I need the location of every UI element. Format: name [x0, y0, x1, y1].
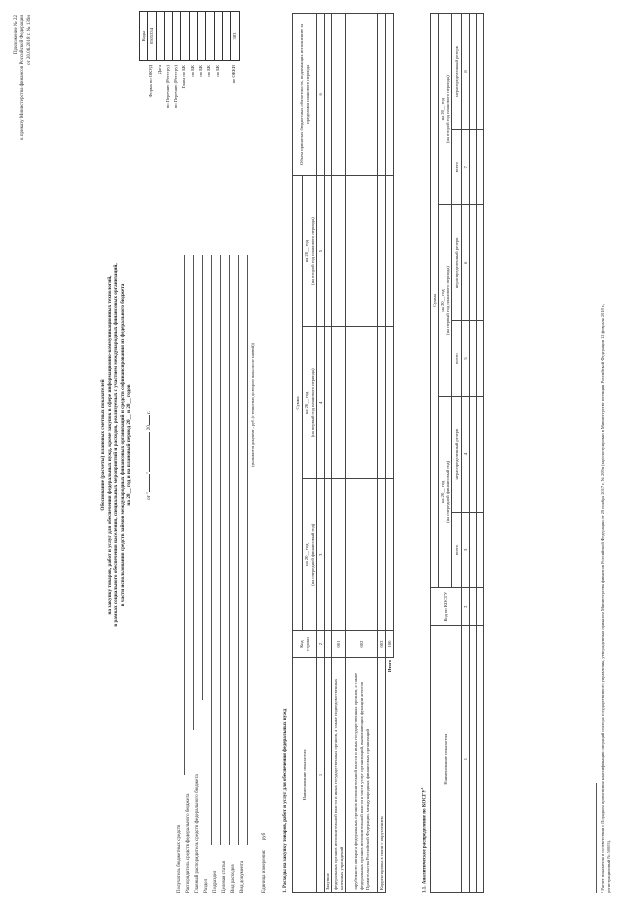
- s11-header-reserve-2: нераспределенный резерв: [452, 205, 462, 321]
- s11-colnum-2: 2: [462, 588, 470, 626]
- s1-cell: [324, 14, 332, 176]
- title-line-3: в рамках социального обеспечения населения, специальных мероприятий и расходов, реализуемых с участием международных финансовых организаций,: [113, 263, 119, 627]
- s1-total-code: 100: [386, 631, 394, 658]
- date-suffix: г.: [146, 411, 152, 414]
- field-label-target-article: Целевая статья: [222, 861, 227, 893]
- s11-header-year-3-label: на 20__ год: [439, 98, 445, 121]
- s1-cell: [386, 327, 394, 479]
- footnote-line-2: регистрационный № 50003).: [605, 839, 611, 893]
- s11-header-year-2-label: на 20__ год: [439, 289, 445, 312]
- codes-table: [139, 11, 240, 61]
- field-label-recipient: Получатель бюджетных средств: [177, 824, 182, 893]
- codes-label-bk-2: по БК: [198, 65, 204, 77]
- s11-cell: [477, 14, 484, 130]
- s1-cell: [386, 175, 394, 327]
- s11-header-year-1: [439, 396, 452, 587]
- field-label-section: Раздел: [204, 878, 209, 893]
- footnote-line-1: ¹ Расчет показателя в соответствии с Порядком применения классификации операций сектора государственного управления, утвержденным приказом Министерства финансов Российской Федерации от 29 ноября 2017 г. № 209н (зарегистрирован в Министерстве юстиции Российской Федерации 12 февраля 2018 г.,: [600, 303, 605, 893]
- s11-header-code: Код по КОСГУ: [431, 588, 462, 626]
- s1-header-year-2-label: на 20__ год: [303, 391, 309, 415]
- s1-header-year-3-label: на 20__ год: [303, 239, 309, 263]
- s1-header-year-1: [303, 479, 317, 631]
- section-1-table: [292, 13, 394, 893]
- code-okei: 383: [231, 12, 239, 61]
- s1-row-code: 001: [332, 631, 346, 658]
- s1-header-year-1-label: на 20__ год: [303, 543, 309, 566]
- appendix-line-1: Приложение № 22: [14, 15, 19, 55]
- s11-cell: [477, 321, 484, 396]
- s11-header-year-3: [439, 14, 452, 205]
- section-1-1-title: [420, 593, 429, 893]
- section-1-1-footnote-mark: 1: [420, 787, 424, 790]
- code-date: [156, 12, 164, 61]
- s1-colnum-2: 2: [317, 631, 325, 658]
- s1-colnum-1: 1: [317, 657, 325, 892]
- form-date: [146, 370, 153, 500]
- s1-cell: [346, 327, 378, 479]
- s11-colnum-3: 3: [462, 512, 470, 587]
- date-year: 20: [146, 425, 152, 431]
- s1-header-year-3-sub: (на второй год планового периода): [309, 217, 315, 285]
- s11-cell: [477, 205, 484, 321]
- s11-colnum-6: 6: [462, 205, 470, 321]
- s11-cell: [470, 512, 477, 587]
- s11-header-total-3: всего: [452, 130, 462, 205]
- appendix-note: [14, 15, 33, 205]
- title-line-4: в части использования средств займов международных финансовых организаций и средств софинансирования из федерального бюджета: [119, 283, 126, 607]
- measure-label: Единица измерения:: [262, 849, 267, 893]
- codes-label-bk-3: по БК: [206, 65, 212, 77]
- s11-header-name: Наименование показателя: [431, 626, 462, 893]
- s1-row-name: федеральных органов исполнительной власти и иных государственных органов, а также подведомственных казенных учреждений: [332, 657, 346, 892]
- codes-label-okud: Форма по ОКУД: [148, 65, 154, 98]
- s1-cell: [346, 479, 378, 631]
- title-line-2: на закупку товаров, работ и услуг для обеспечения федеральных нужд, кроме закупок в сфере информационно-коммуникационных технологий,: [106, 275, 113, 615]
- s1-cell: [332, 327, 346, 479]
- s1-cell: [386, 479, 394, 631]
- s11-header-year-2: [439, 205, 452, 396]
- code-registry-2: [173, 12, 181, 61]
- field-label-chief-distributor: Главный распорядитель средств федерального бюджета: [195, 774, 200, 893]
- title-line-1: Обоснование (расчеты) плановых сметных показателей: [100, 379, 106, 511]
- s1-header-name: Наименование показателя: [293, 657, 317, 892]
- codes-label-registry-2: по Перечню (Реестру): [173, 65, 179, 109]
- s1-row-name: зарубежного аппарата федеральных органов исполнительной власти и иных государственных органов, а также федеральных органов исполнительной власти в части услуг организаций, выполняющих функции агентов Правительства Российской Федерации, международных финансовых организаций: [346, 657, 378, 892]
- s11-cell: [470, 626, 477, 893]
- measure-value: руб: [262, 832, 267, 841]
- s11-cell: [470, 130, 477, 205]
- s11-cell: [470, 588, 477, 626]
- s11-header-year-3-sub: (на второй год планового периода): [445, 75, 451, 143]
- codes-label-date: Дата: [156, 65, 162, 75]
- appendix-line-3: от 20.06.2018 г. № 139н: [26, 15, 32, 65]
- s11-cell: [477, 130, 484, 205]
- s11-header-year-1-label: на 20__ год: [439, 480, 445, 503]
- units-note: (указывается документ – руб. (с точностью до второго знака после запятой)): [251, 343, 255, 467]
- appendix-line-2: к приказу Министерства финансов Российской Федерации: [20, 15, 26, 140]
- code-registry-1: [164, 12, 172, 61]
- codes-labels: [147, 65, 238, 187]
- s1-row-name: Корректировка в связи с округлением: [378, 657, 386, 892]
- s11-colnum-1: 1: [462, 626, 470, 893]
- s1-colnum-5: 5: [317, 175, 325, 327]
- s1-header-sum: Сумма: [293, 175, 303, 630]
- s1-header-obligations: Объем принятых бюджетных обязательств, подлежащих исполнению за пределами планового периода: [293, 14, 317, 176]
- code-blank: [222, 12, 230, 61]
- date-mid: ": [146, 471, 152, 474]
- s1-cell: [378, 479, 386, 631]
- s1-header-year-2-sub: (на первый год планового периода): [309, 368, 315, 438]
- s1-header-year-2: [303, 327, 317, 479]
- codes-label-chapter-bk: Глава по БК: [181, 65, 187, 89]
- s11-header-total-1: всего: [452, 512, 462, 587]
- section-1-1-table: [430, 13, 484, 893]
- s1-cell: [324, 327, 332, 479]
- s1-cell: [324, 175, 332, 327]
- s11-cell: [470, 321, 477, 396]
- code-okud: 0505334: [148, 12, 156, 61]
- s11-header-sum: Сумма: [431, 14, 439, 588]
- s1-row-name: Закупки:: [324, 657, 332, 892]
- s1-colnum-4: 4: [317, 327, 325, 479]
- s11-cell: [470, 396, 477, 512]
- s11-header-year-2-sub: (на первый год планового периода): [445, 266, 451, 335]
- field-label-distributor: Распорядитель средств федерального бюджета: [186, 793, 191, 893]
- s1-header-year-1-sub: (на очередной финансовый год): [309, 523, 315, 586]
- s11-colnum-4: 4: [462, 396, 470, 512]
- s11-cell: [470, 205, 477, 321]
- s1-row-code: [324, 631, 332, 658]
- s11-cell: [477, 396, 484, 512]
- s1-total-label: Итого: [386, 657, 394, 892]
- field-label-subsection: Подраздел: [213, 870, 218, 893]
- s1-header-code: Код строки: [293, 631, 317, 658]
- s11-cell: [477, 588, 484, 626]
- s1-cell: [332, 479, 346, 631]
- title-line-5: на 20__ год и на плановый период 20__ и 20__ годов: [126, 384, 132, 506]
- section-1-title: 1. Расходы на закупку товаров, работ и услуг для обеспечения федеральных нужд: [283, 708, 288, 893]
- s11-header-year-1-sub: (на очередной финансовый год): [445, 460, 451, 523]
- s11-cell: [477, 512, 484, 587]
- s1-cell: [386, 14, 394, 176]
- s1-cell: [378, 175, 386, 327]
- s1-cell: [332, 175, 346, 327]
- code-bk-2: [198, 12, 206, 61]
- field-label-document-type: Вид документа: [240, 860, 245, 893]
- codes-label-registry-1: по Перечню (Реестру): [164, 65, 170, 109]
- codes-header: Коды: [140, 12, 148, 61]
- form-title: [100, 165, 133, 725]
- s1-header-year-3: [303, 175, 317, 327]
- code-bk-1: [189, 12, 197, 61]
- section-1-1-title-text: 1.1. Аналитическое распределение по КОСГУ: [422, 789, 428, 893]
- s11-header-reserve-3: нераспределенный резерв: [452, 14, 462, 130]
- codes-label-blank: [222, 65, 230, 187]
- s11-colnum-5: 5: [462, 321, 470, 396]
- s1-cell: [378, 327, 386, 479]
- s1-cell: [378, 14, 386, 176]
- codes-label-bk-1: по БК: [189, 65, 195, 77]
- s11-cell: [477, 626, 484, 893]
- date-prefix: от ": [146, 491, 152, 500]
- s1-row-code: 002: [346, 631, 378, 658]
- code-chapter-bk: [181, 12, 189, 61]
- s1-cell: [346, 175, 378, 327]
- footnote: [600, 13, 611, 893]
- s1-cell: [346, 14, 378, 176]
- s11-colnum-7: 7: [462, 130, 470, 205]
- s1-cell: [332, 14, 346, 176]
- s11-header-total-2: всего: [452, 321, 462, 396]
- s1-colnum-6: 6: [317, 14, 325, 176]
- code-bk-3: [206, 12, 214, 61]
- s1-cell: [324, 479, 332, 631]
- codes-label-bk-4: по БК: [214, 65, 220, 77]
- s1-row-code: 003: [378, 631, 386, 658]
- s11-cell: [470, 14, 477, 130]
- code-bk-4: [214, 12, 222, 61]
- s11-colnum-8: 8: [462, 14, 470, 130]
- codes-label-okei: по ОКЕИ: [231, 65, 237, 84]
- s1-colnum-3: 3: [317, 479, 325, 631]
- measure-line: [262, 693, 268, 893]
- s11-header-reserve-1: нераспределенный резерв: [452, 396, 462, 512]
- field-label-expense-type: Вид расходов: [231, 864, 236, 893]
